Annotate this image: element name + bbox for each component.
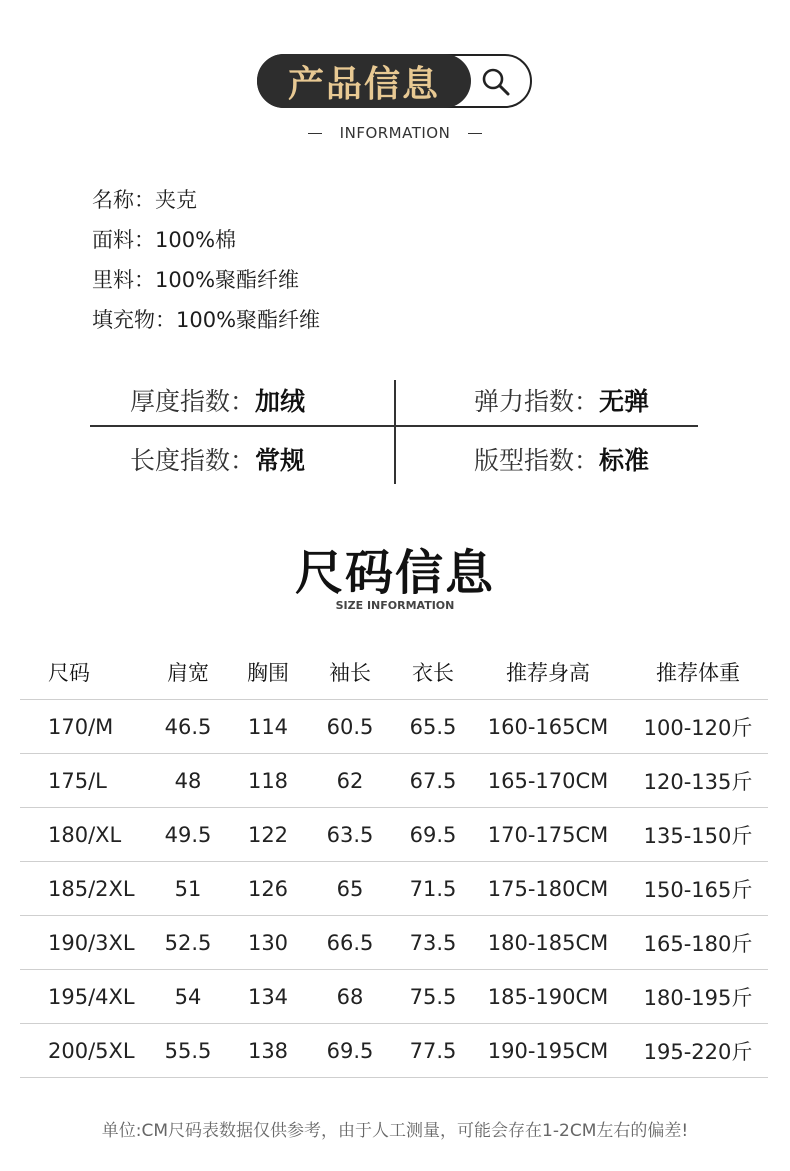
table-cell: 65.5 [398, 700, 468, 754]
table-row [20, 700, 768, 754]
size-table [20, 644, 768, 1078]
table-header-row [20, 644, 768, 700]
header-subtitle-row [0, 124, 790, 142]
index-thickness [130, 382, 305, 418]
table-cell: 175/L [20, 754, 142, 808]
index-value: 无弹 [599, 387, 650, 416]
header-subtitle: INFORMATION [339, 124, 451, 142]
table-cell: 75.5 [398, 970, 468, 1024]
index-value: 标准 [599, 446, 650, 475]
table-cell: 73.5 [398, 916, 468, 970]
column-header: 推荐体重 [628, 644, 768, 700]
table-cell: 120-135斤 [628, 754, 768, 808]
table-cell: 60.5 [302, 700, 398, 754]
table-cell: 65 [302, 862, 398, 916]
header-title-box [257, 54, 471, 108]
table-cell: 71.5 [398, 862, 468, 916]
header-title: 产品信息 [287, 63, 440, 105]
table-cell: 68 [302, 970, 398, 1024]
table-cell: 52.5 [142, 916, 234, 970]
table-row [20, 916, 768, 970]
column-header: 袖长 [302, 644, 398, 700]
column-header: 衣长 [398, 644, 468, 700]
column-header: 尺码 [20, 644, 142, 700]
header-pill [257, 54, 532, 108]
table-cell: 48 [142, 754, 234, 808]
product-info-list [92, 184, 320, 344]
table-cell: 195-220斤 [628, 1024, 768, 1078]
table-cell: 165-180斤 [628, 916, 768, 970]
table-cell: 62 [302, 754, 398, 808]
table-cell: 175-180CM [468, 862, 628, 916]
table-cell: 135-150斤 [628, 808, 768, 862]
table-cell: 180-195斤 [628, 970, 768, 1024]
info-line: 填充物：100%聚酯纤维 [92, 308, 321, 332]
index-label: 长度指数： [130, 446, 256, 475]
table-row [20, 1024, 768, 1078]
table-cell: 69.5 [302, 1024, 398, 1078]
table-cell: 77.5 [398, 1024, 468, 1078]
table-cell: 130 [234, 916, 302, 970]
table-row [20, 970, 768, 1024]
info-line: 里料：100%聚酯纤维 [92, 268, 300, 292]
column-header: 肩宽 [142, 644, 234, 700]
table-cell: 114 [234, 700, 302, 754]
table-cell: 67.5 [398, 754, 468, 808]
table-cell: 180/XL [20, 808, 142, 862]
table-cell: 69.5 [398, 808, 468, 862]
table-cell: 51 [142, 862, 234, 916]
index-elasticity [474, 382, 649, 418]
table-cell: 185/2XL [20, 862, 142, 916]
table-cell: 138 [234, 1024, 302, 1078]
divider [468, 133, 482, 135]
table-cell: 190-195CM [468, 1024, 628, 1078]
size-section-title: 尺码信息 [294, 545, 495, 601]
table-cell: 180-185CM [468, 916, 628, 970]
table-cell: 150-165斤 [628, 862, 768, 916]
index-grid-vertical-rule [394, 380, 396, 484]
info-line: 面料：100%棉 [92, 228, 237, 252]
table-cell: 66.5 [302, 916, 398, 970]
table-cell: 170/M [20, 700, 142, 754]
table-cell: 46.5 [142, 700, 234, 754]
index-label: 弹力指数： [474, 387, 600, 416]
index-label: 厚度指数： [130, 387, 256, 416]
table-cell: 54 [142, 970, 234, 1024]
table-cell: 190/3XL [20, 916, 142, 970]
size-section-subtitle: SIZE INFORMATION [335, 599, 455, 612]
table-row [20, 808, 768, 862]
table-cell: 122 [234, 808, 302, 862]
table-cell: 134 [234, 970, 302, 1024]
search-icon [480, 66, 512, 98]
table-cell: 55.5 [142, 1024, 234, 1078]
index-length [130, 441, 305, 477]
table-cell: 165-170CM [468, 754, 628, 808]
column-header: 胸围 [234, 644, 302, 700]
table-cell: 126 [234, 862, 302, 916]
table-cell: 195/4XL [20, 970, 142, 1024]
table-cell: 118 [234, 754, 302, 808]
index-fit [474, 441, 649, 477]
table-cell: 49.5 [142, 808, 234, 862]
column-header: 推荐身高 [468, 644, 628, 700]
info-line: 名称：夹克 [92, 188, 197, 212]
measurement-note: 单位:CM尺码表数据仅供参考，由于人工测量，可能会存在1-2CM左右的偏差! [101, 1121, 689, 1141]
index-label: 版型指数： [474, 446, 600, 475]
table-cell: 185-190CM [468, 970, 628, 1024]
index-value: 常规 [255, 446, 306, 475]
table-cell: 160-165CM [468, 700, 628, 754]
table-cell: 170-175CM [468, 808, 628, 862]
table-cell: 200/5XL [20, 1024, 142, 1078]
table-cell: 63.5 [302, 808, 398, 862]
table-cell: 100-120斤 [628, 700, 768, 754]
index-value: 加绒 [255, 387, 306, 416]
table-row [20, 862, 768, 916]
table-row [20, 754, 768, 808]
divider [308, 133, 322, 135]
